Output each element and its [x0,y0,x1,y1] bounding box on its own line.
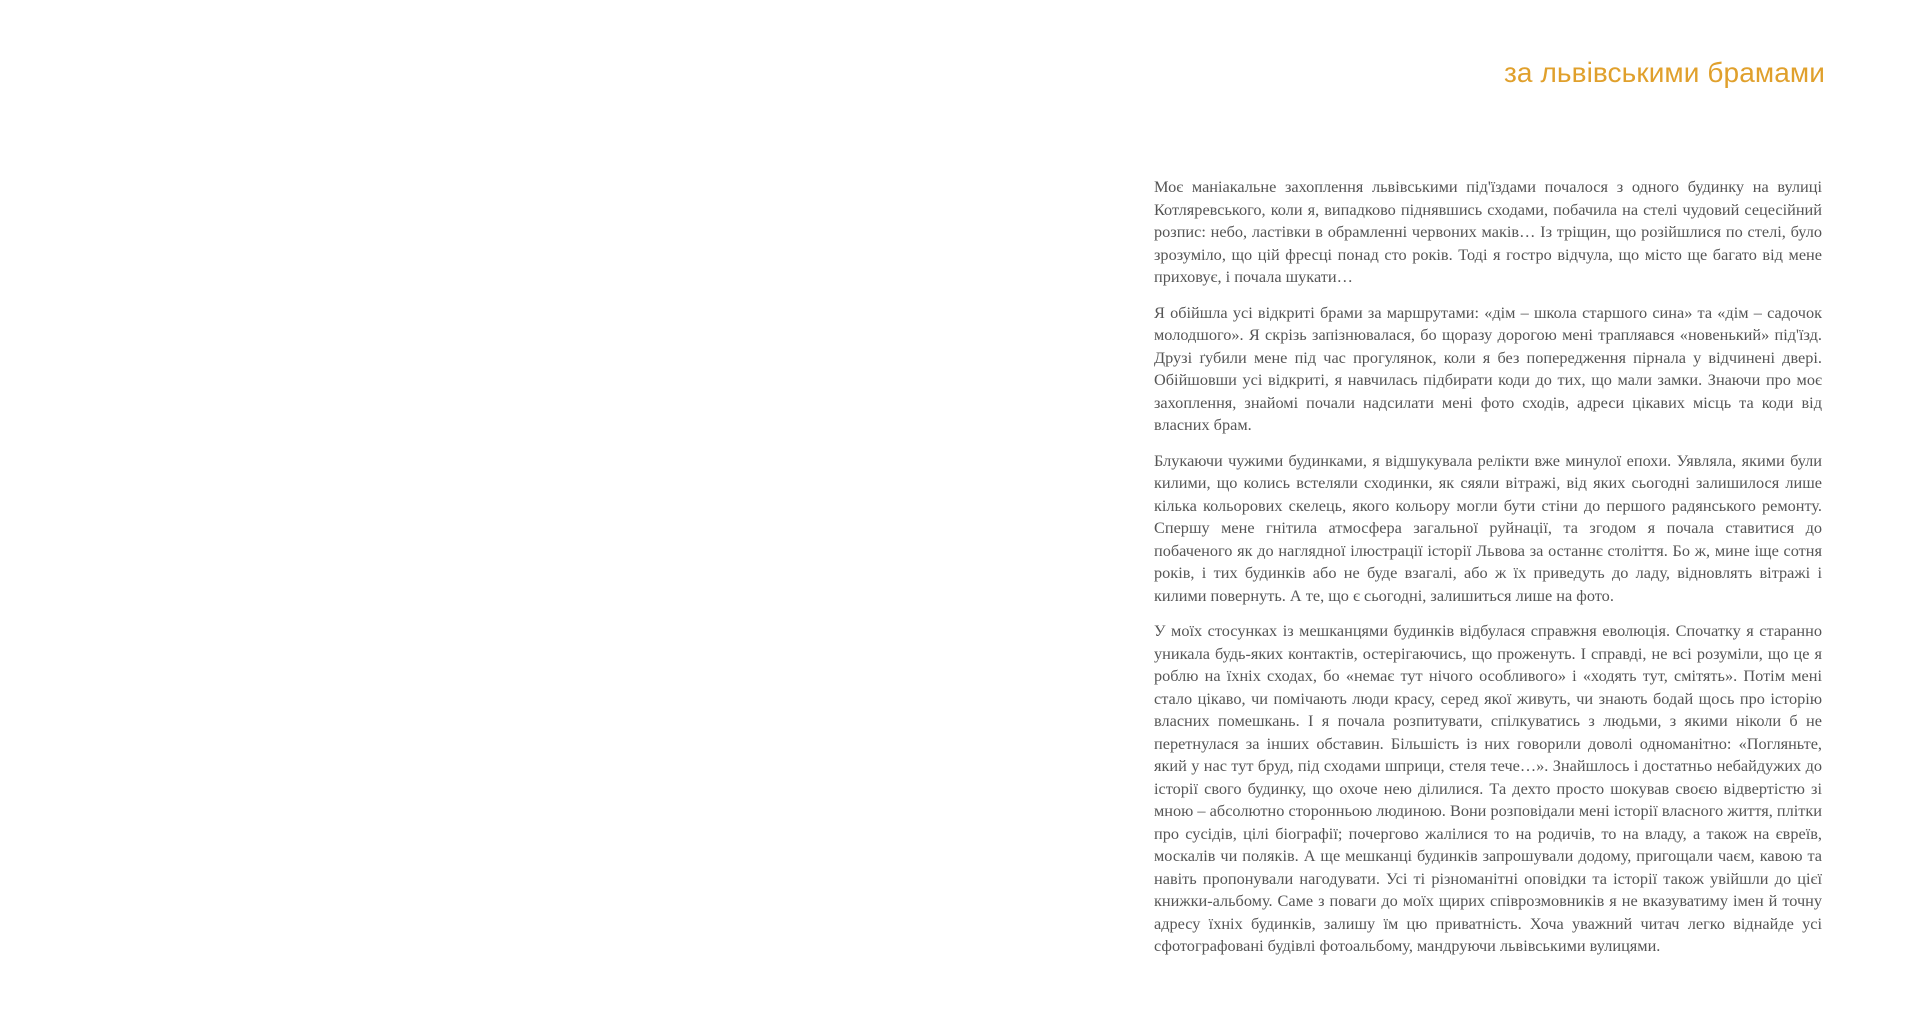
right-page [960,0,1920,1027]
paragraph: Моє маніакальне захоплення львівськими під'їздами почалося з одного будинку на вулиці Котляревського, коли я, випадково піднявшись сходами, побачила на стелі чудовий сецесійний розпис: небо, ластівки в обрамленні червоних маків… Із тріщин, що розійшлися по стелі, було зрозуміло, що цій фресці понад сто років. Тоді я гостро відчула, що місто ще багато від мене приховує, і почала шукати… [1154,177,1822,286]
body-text [1154,176,1822,971]
paragraph: У моїх стосунках із мешканцями будинків відбулася справжня еволюція. Спочатку я старанно уникала будь-яких контактів, остерігаючись, що проженуть. І справді, не всі розуміли, що це я роблю на їхніх сходах, бо «немає тут нічого особливого» і «ходять тут, смітять». Потім мені стало цікаво, чи помічають люди красу, серед якої живуть, чи знають бодай щось про історію власних помешкань. І я почала розпитувати, спілкуватись з людьми, з якими ніколи б не перетнулася за інших обставин. Більшість із них говорили доволі одноманітно: «Погляньте, який у нас тут бруд, під сходами шприци, стеля тече…». Знайшлось і достатньо небайдужих до історії свого будинку, що охоче нею ділилися. Та дехто просто шокував своєю відвертістю зі мною – абсолютно сторонньою людиною. Вони розповідали мені історії власного життя, плітки про сусідів, цілі біографії; почергово жалілися то на родичів, то на владу, а також на євреїв, москалів чи поляків. А ще мешканці будинків запрошували додому, пригощали чаєм, кавою та навіть пропонували нагодувати. Усі ті різноманітні оповідки та історії також увійшли до цієї книжки-альбому. Саме з поваги до моїх щирих співрозмовників я не вказуватиму імен й точну адресу їхніх будинків, залишу їм цю приватність. Хоча уважний читач легко віднайде усі сфотографовані будівлі фотоальбому, мандруючи львівськими вулицями. [1154,621,1822,955]
running-title: за львівськими брамами [1503,57,1825,88]
paragraph: Я обійшла усі відкриті брами за маршрутами: «дім – школа старшого сина» та «дім – садочок молодшого». Я скрізь запізнювалася, бо щоразу дорогою мені трапляався «новенький» під'їзд. Друзі ґубили мене під час прогулянок, коли я без попередження пірнала у відчинені двері. Обійшовши усі відкриті, я навчилась підбирати коди до тих, що мали замки. Знаючи про моє захоплення, знайомі почали надсилати мені фото сходів, адреси цікавих місць та коди від власних брам. [1154,302,1822,434]
paragraph: Блукаючи чужими будинками, я відшукувала релікти вже минулої епохи. Уявляла, якими були килими, що колись встеляли сходинки, як сяяли вітражі, від яких сьогодні залишилося лише кілька кольорових скелець, якого кольору могли бути стіни до першого радянського ремонту. Спершу мене гнітила атмосфера загальної руйнації, та згодом я почала ставитися до побаченого як до наглядної ілюстрації історії Львова за останнє століття. Бо ж, мине іще сотня років, і тих будинків або не буде взагалі, або ж їх приведуть до ладу, відновлять вітражі і килими повернуть. А те, що є сьогодні, залишиться лише на фото. [1154,450,1822,605]
